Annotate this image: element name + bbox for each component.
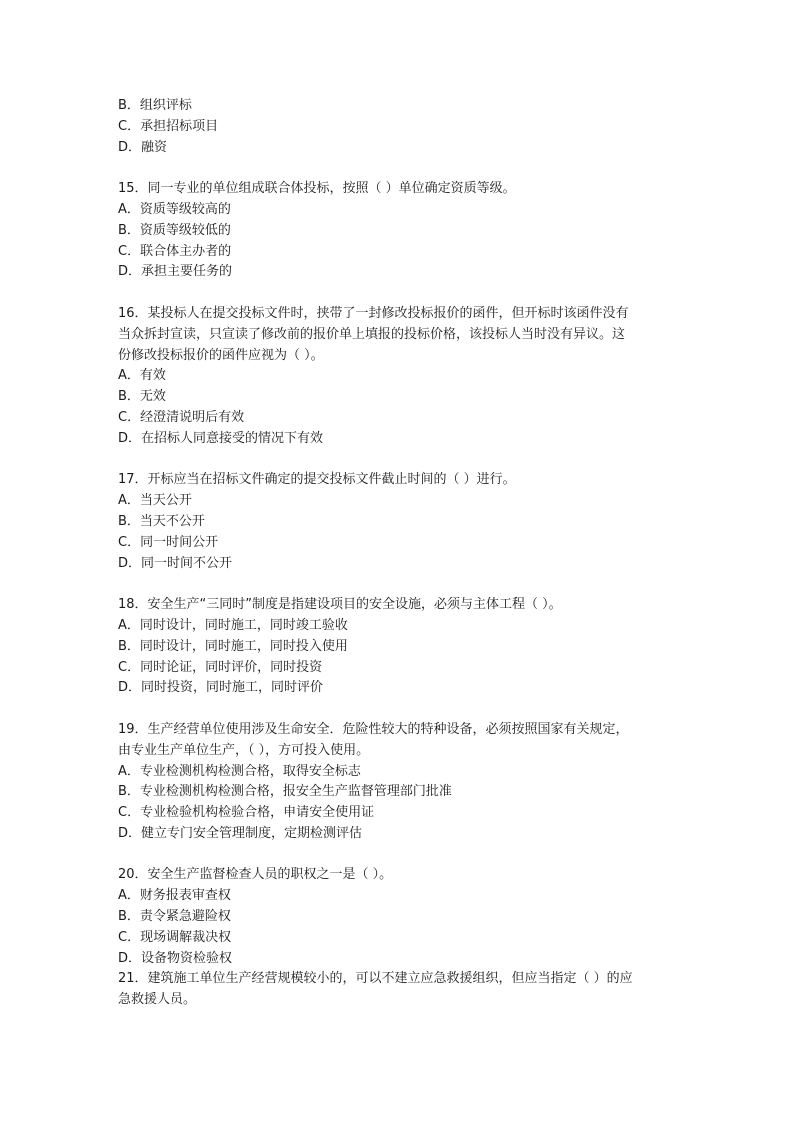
- option-d: D．承担主要任务的: [118, 264, 233, 280]
- spacer: [118, 283, 678, 304]
- question-text: 份修改投标报价的函件应视为（ ）。: [118, 347, 324, 363]
- question-21: [118, 969, 678, 1011]
- option-b: B．资质等级较低的: [118, 222, 231, 238]
- option-a: A．资质等级较高的: [118, 201, 231, 217]
- question-text: 急救援人员。: [118, 992, 197, 1008]
- question-18: [118, 595, 678, 699]
- spacer: [118, 450, 678, 471]
- option-d: D．设备物资检验权: [118, 950, 233, 966]
- question-15: [118, 179, 678, 283]
- question-17: [118, 470, 678, 574]
- option-b: B．专业检测机构检测合格，报安全生产监督管理部门批准: [118, 784, 452, 800]
- option-a: A．有效: [118, 368, 166, 384]
- option-b: B．同时设计，同时施工，同时投入使用: [118, 638, 348, 654]
- question-text: 当众拆封宣读，只宣读了修改前的报价单上填报的投标价格，该投标人当时没有异议。这: [118, 326, 626, 342]
- question-19: [118, 720, 678, 845]
- question-20: [118, 865, 678, 969]
- option-c: C．同时论证，同时评价，同时投资: [118, 659, 323, 675]
- option-c: C．经澄清说明后有效: [118, 409, 245, 425]
- question-text: 18．安全生产“三同时”制度是指建设项目的安全设施，必须与主体工程（ ）。: [118, 597, 562, 613]
- option-d: D．融资: [118, 139, 168, 155]
- question-text: 16．某投标人在提交投标文件时，挟带了一封修改投标报价的函件，但开标时该函件没有: [118, 305, 629, 321]
- option-list: [118, 96, 678, 158]
- option-c: C．专业检验机构检验合格，申请安全使用证: [118, 805, 375, 821]
- option-d: D．同时投资，同时施工，同时评价: [118, 680, 324, 696]
- question-text: 20．安全生产监督检查人员的职权之一是（ ）。: [118, 867, 393, 883]
- question-text: 21．建筑施工单位生产经营规模较小的，可以不建立应急救援组织，但应当指定（ ）的应: [118, 971, 633, 987]
- option-c: C．现场调解裁决权: [118, 929, 232, 945]
- option-d: D．在招标人同意接受的情况下有效: [118, 430, 324, 446]
- option-d: D．健立专门安全管理制度，定期检测评估: [118, 825, 363, 841]
- option-b: B．无效: [118, 389, 166, 405]
- question-text: 由专业生产单位生产，（ ），方可投入使用。: [118, 742, 370, 758]
- option-c: C．同一时间公开: [118, 534, 219, 550]
- question-text: 17．开标应当在招标文件确定的提交投标文件截止时间的（ ）进行。: [118, 472, 516, 488]
- document-page: [118, 96, 678, 1011]
- option-a: A．同时设计，同时施工，同时竣工验收: [118, 617, 348, 633]
- question-16: [118, 304, 678, 450]
- option-a: A．财务报表审查权: [118, 888, 231, 904]
- option-a: A．当天公开: [118, 493, 192, 509]
- question-text: 15．同一专业的单位组成联合体投标，按照（ ）单位确定资质等级。: [118, 181, 516, 197]
- option-d: D．同一时间不公开: [118, 555, 233, 571]
- option-b: B．当天不公开: [118, 513, 205, 529]
- option-b: B．组织评标: [118, 98, 192, 113]
- option-a: A．专业检测机构检测合格，取得安全标志: [118, 763, 361, 779]
- spacer: [118, 699, 678, 720]
- spacer: [118, 158, 678, 179]
- option-b: B．责令紧急避险权: [118, 909, 231, 925]
- question-text: 19．生产经营单位使用涉及生命安全．危险性较大的特种设备，必须按照国家有关规定，: [118, 721, 629, 737]
- spacer: [118, 574, 678, 595]
- option-c: C．联合体主办者的: [118, 243, 232, 259]
- spacer: [118, 845, 678, 866]
- option-c: C．承担招标项目: [118, 118, 219, 134]
